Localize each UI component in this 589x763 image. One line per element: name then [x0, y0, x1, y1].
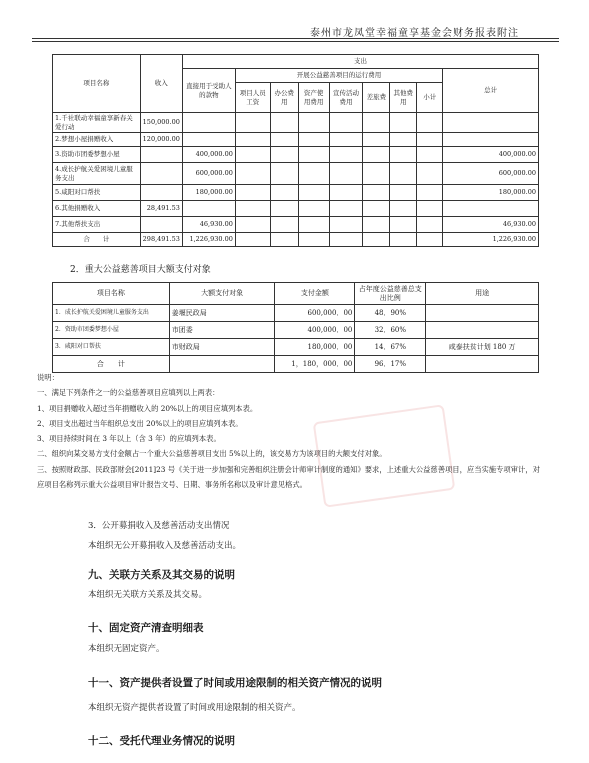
note-line: 三、按照财政部、民政部财会[2011]23 号《关于进一步加强和完善组织注册会计师审计制度的通知》要求，上述重大公益慈善项目，应当实施专项审计，对应项目名称列示重大公益项目审计报告文号、日期、事务所名称以及审计意见格式。 [37, 464, 540, 490]
table-row-total [443, 133, 539, 147]
section11-body: 本组织无资产提供者设置了时间或用途限制的相关资产。 [88, 703, 301, 713]
seal-stamp [313, 404, 456, 508]
section3-body: 本组织无公开募捐收入及慈善活动支出。 [88, 541, 242, 551]
note-line: 二、组织向某交易方支付金额占一个重大公益慈善项目支出 5%以上的，该交易方为该项目的大额支付对象。 [37, 449, 387, 459]
header-promo: 宣传活动费用 [329, 83, 363, 113]
table-row-ratio: 14．67% [355, 339, 426, 356]
table-row-name: 4.成长护航关爱困境儿童服务支出 [53, 163, 141, 185]
table-row-income: 120,000.00 [140, 133, 182, 147]
table-row-direct: 46,930.00 [182, 217, 235, 233]
table-row-income [140, 147, 182, 163]
header-running-costs: 开展公益慈善项目的运行费用 [235, 69, 442, 83]
table-row-income [140, 185, 182, 201]
table-row-total [443, 113, 539, 133]
table-row-income [140, 217, 182, 233]
table-row-use: 咸泰扶贫计划 180 万 [426, 339, 539, 356]
header-income: 收入 [140, 55, 182, 113]
sum-direct: 1,226,930.00 [182, 233, 235, 247]
header-item-name: 项目名称 [53, 283, 170, 305]
header-staff: 项目人员工资 [235, 83, 270, 113]
table-row-direct [182, 201, 235, 217]
sum-income: 298,491.53 [140, 233, 182, 247]
note-line: 一、满足下列条件之一的公益慈善项目应填列以上两表： [37, 388, 220, 398]
sum-amount: 1，180，000．00 [275, 356, 355, 373]
header-office: 办公费用 [270, 83, 298, 113]
section12-title: 十二、受托代理业务情况的说明 [88, 735, 235, 747]
note-line: 1、项目捐赠收入超过当年捐赠收入的 20%以上的项目应填列本表。 [37, 403, 258, 413]
table-row-total [443, 201, 539, 217]
section3-title: 3．公开募捐收入及慈善活动支出情况 [88, 521, 230, 531]
table-row-income [140, 163, 182, 185]
header-rule-double [32, 41, 559, 42]
table-row-name: 7.其他帮扶支出 [53, 217, 141, 233]
table-row-income: 150,000.00 [140, 113, 182, 133]
header-travel: 差旅费 [363, 83, 390, 113]
header-item-name: 项目名称 [53, 55, 141, 113]
header-payee: 大额支付对象 [169, 283, 275, 305]
table-row-direct [182, 133, 235, 147]
section11-title: 十一、资产提供者设置了时间或用途限制的相关资产情况的说明 [88, 677, 382, 689]
table-row-name: 6.其他捐赠收入 [53, 201, 141, 217]
section9-title: 九、关联方关系及其交易的说明 [88, 569, 235, 581]
note-line: 3、项目持续时间在 3 年以上（含 3 年）的应填列本表。 [37, 434, 221, 444]
table-row-amount: 400,000．00 [275, 322, 355, 339]
header-direct: 直接用于受助人的款物 [182, 69, 235, 113]
header-other: 其他费用 [390, 83, 417, 113]
section9-body: 本组织无关联方关系及其交易。 [88, 590, 208, 600]
table-row-direct: 180,000.00 [182, 185, 235, 201]
notes-block [37, 370, 542, 492]
table-row-name: 2．资助市团委梦想小屋 [53, 322, 170, 339]
table-row-name: 3．咸阳对口帮扶 [53, 339, 170, 356]
header-total: 总计 [443, 69, 539, 113]
note-line: 说明： [37, 373, 59, 382]
sum-total: 1,226,930.00 [443, 233, 539, 247]
sum-label: 合 计 [53, 356, 170, 373]
header-ratio: 占年度公益慈善总支出比例 [355, 283, 426, 305]
table-row-total: 400,000.00 [443, 147, 539, 163]
table-row-payee: 市财政局 [169, 339, 275, 356]
table-row-use [426, 322, 539, 339]
table-row-name: 2.梦想小屋捐赠收入 [53, 133, 141, 147]
table-row-amount: 180,000．00 [275, 339, 355, 356]
note-line: 2、项目支出超过当年组织总支出 20%以上的项目应填列本表。 [37, 418, 243, 428]
page-header-title: 泰州市龙凤堂幸福童享基金会财务报表附注 [310, 28, 519, 39]
header-rule [32, 38, 559, 39]
table-row-total: 180,000.00 [443, 185, 539, 201]
header-asset: 资产使用费用 [298, 83, 329, 113]
project-income-expense-table [52, 54, 539, 247]
section2-title: 2．重大公益慈善项目大额支付对象 [70, 265, 211, 275]
table-row-total: 46,930.00 [443, 217, 539, 233]
table-row-name: 1．成长护航关爱困境儿童服务支出 [53, 305, 170, 322]
table-row-payee: 姜堰民政局 [169, 305, 275, 322]
header-use: 用途 [426, 283, 539, 305]
section10-body: 本组织无固定资产。 [88, 644, 165, 654]
table-row-ratio: 48．90% [355, 305, 426, 322]
table-row-income: 28,491.53 [140, 201, 182, 217]
header-expense: 支出 [182, 55, 538, 69]
table-row-total: 600,000.00 [443, 163, 539, 185]
table-row-name: 5.咸阳对口帮扶 [53, 185, 141, 201]
header-amount: 支付金额 [275, 283, 355, 305]
table-row-direct [182, 113, 235, 133]
table-row-payee: 市团委 [169, 322, 275, 339]
table-row-amount: 600,000．00 [275, 305, 355, 322]
table-row-name: 1.千社联动幸福童享新春关爱行动 [53, 113, 141, 133]
header-subtotal: 小计 [417, 83, 443, 113]
table-row-ratio: 32．60% [355, 322, 426, 339]
table-row-name: 3.资助市团委梦想小屋 [53, 147, 141, 163]
major-payee-table [52, 282, 539, 373]
table-row-direct: 600,000.00 [182, 163, 235, 185]
table-row-use [426, 305, 539, 322]
table-row-direct: 400,000.00 [182, 147, 235, 163]
sum-ratio: 96．17% [355, 356, 426, 373]
section10-title: 十、固定资产清查明细表 [88, 622, 204, 634]
sum-label: 合 计 [53, 233, 141, 247]
